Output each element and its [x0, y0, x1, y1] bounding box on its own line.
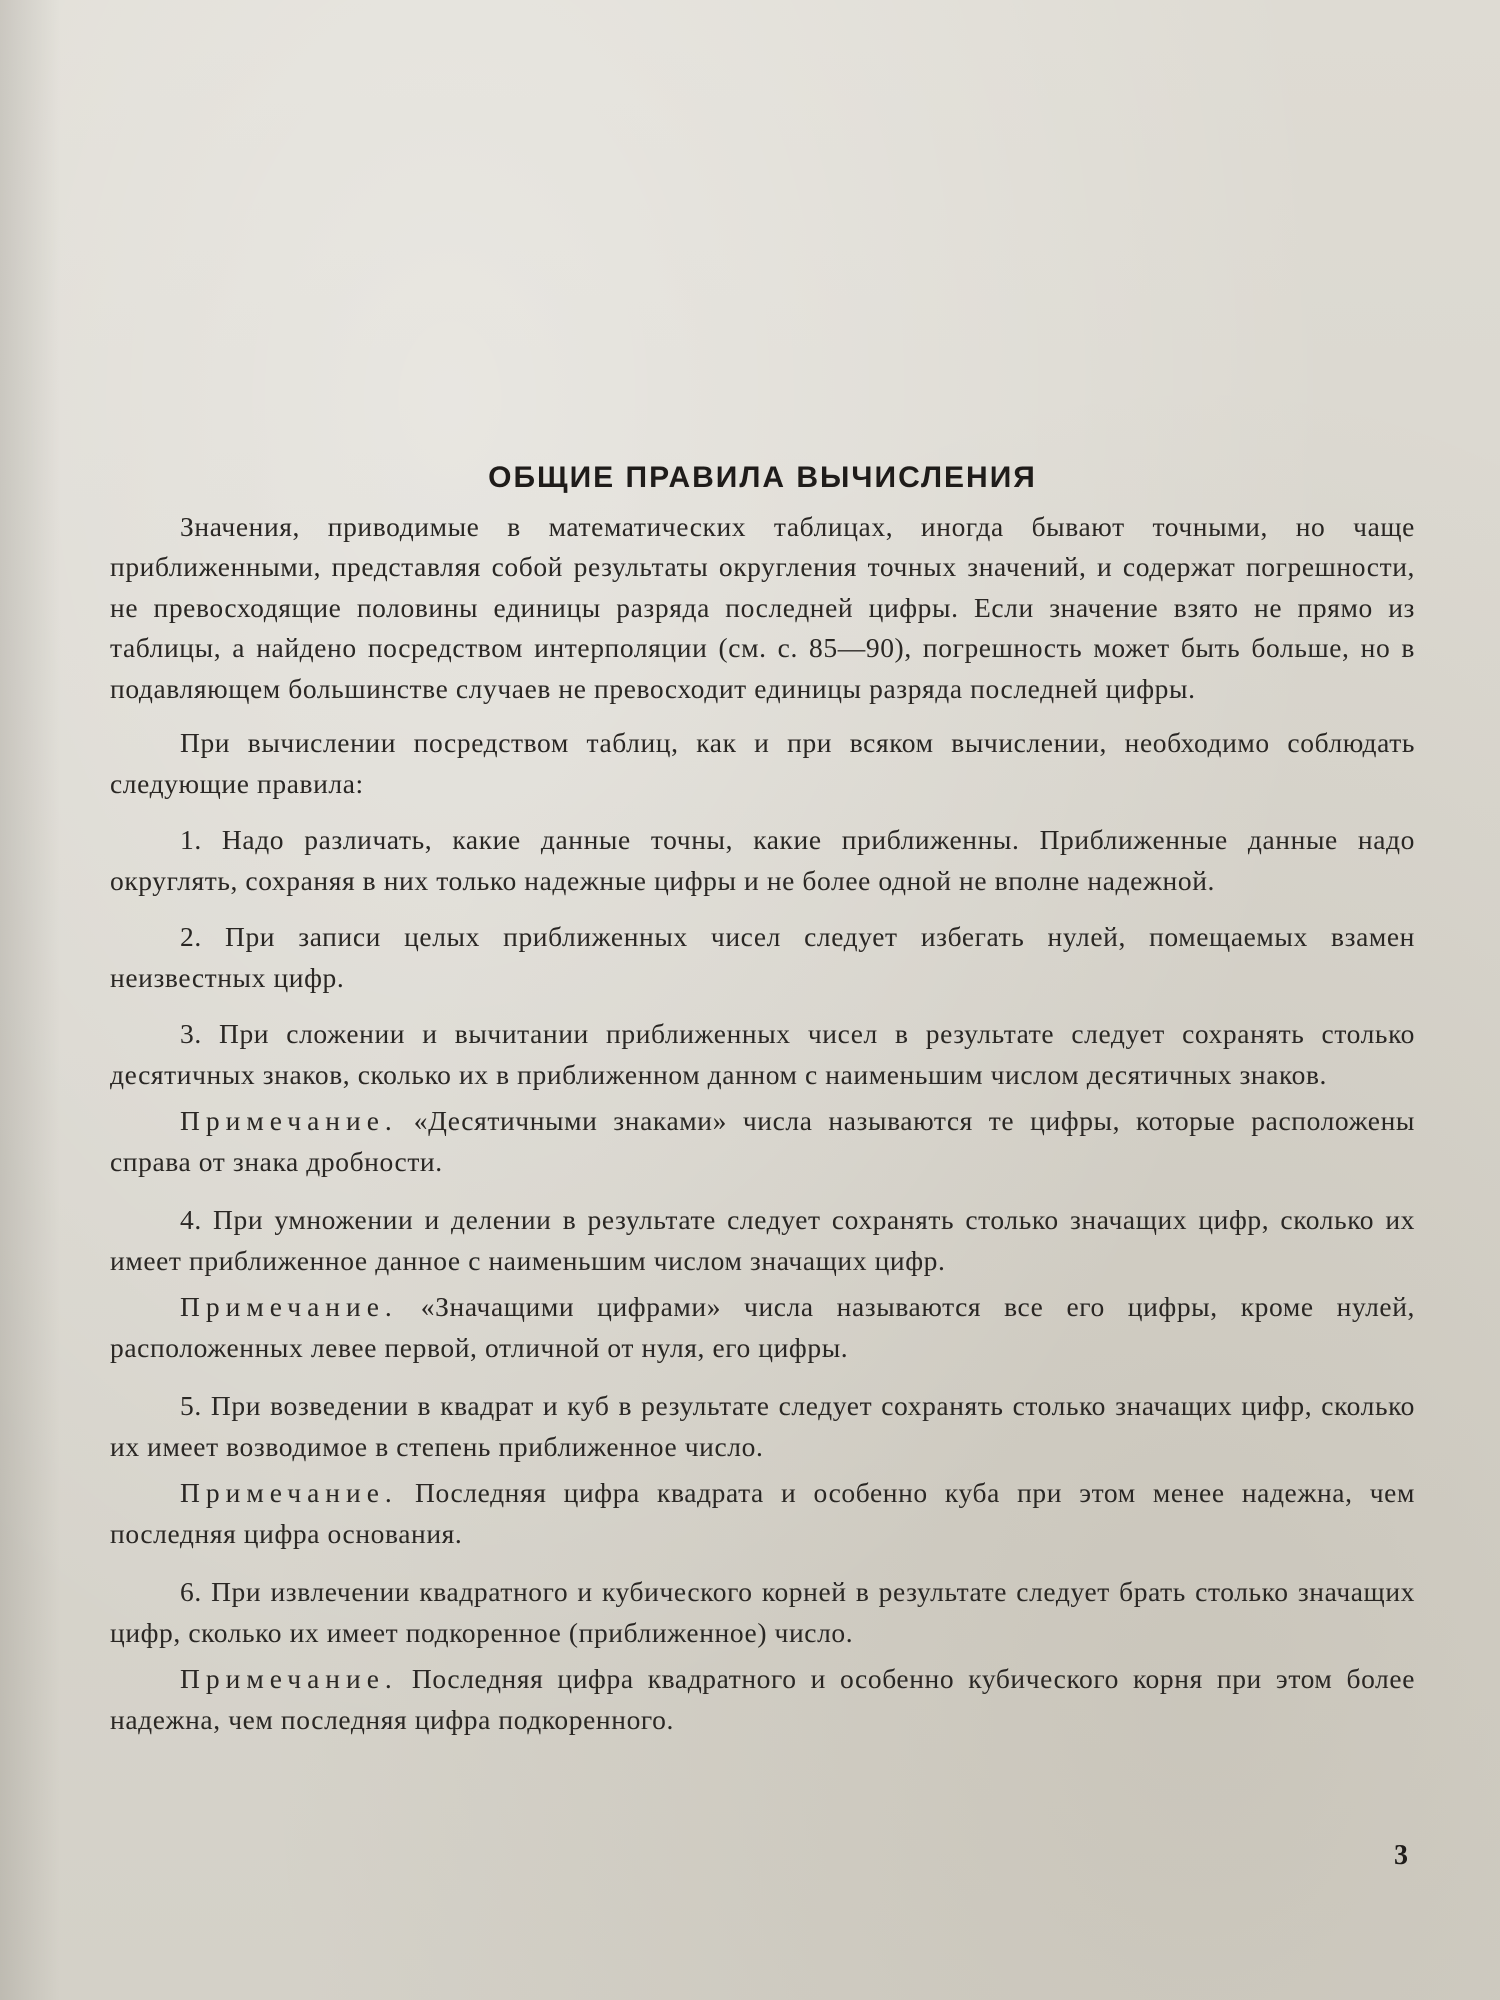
- rule-6: 6. При извлечении квадратного и кубического корней в результате следует брать столько значащих цифр, сколько их имеет подкоренное (приближенное) число.: [110, 1576, 1415, 1648]
- rule-5-note: [110, 1473, 1415, 1554]
- rule-6-note: [110, 1659, 1415, 1740]
- rule-1: 1. Надо различать, какие данные точны, какие приближенны. Приближенные данные надо округлять, сохраняя в них только надежные цифры и не более одной не вполне надежной.: [110, 824, 1415, 896]
- rule-4-note-text: «Значащими цифрами» числа называются все его цифры, кроме нулей, расположенных левее первой, отличной от нуля, его цифры.: [110, 1291, 1416, 1363]
- rule-3-note-text: «Десятичными знаками» числа называются те цифры, которые расположены справа от знака дробности.: [110, 1105, 1415, 1177]
- page-content: [110, 458, 1415, 1758]
- rule-3-note: [110, 1101, 1415, 1182]
- rule-4: 4. При умножении и делении в результате следует сохранять столько значащих цифр, сколько их имеет приближенное данное с наименьшим числом значащих цифр.: [110, 1204, 1415, 1276]
- note-label: Примечание.: [180, 1663, 398, 1694]
- intro-paragraph-2: При вычислении посредством таблиц, как и при всяком вычислении, необходимо соблюдать следующие правила:: [110, 727, 1415, 799]
- intro-paragraph-1: Значения, приводимые в математических таблицах, иногда бывают точными, но чаще приближенными, представляя собой результаты округления точных значений, и содержат погрешности, не превосходящие половины единицы разряда последней цифры. Если значение взято не прямо из таблицы, а найдено посредством интерполяции (см. с. 85—90), погрешность может быть больше, но в подавляющем большинстве случаев не превосходит единицы разряда последней цифры.: [110, 510, 1415, 704]
- note-label: Примечание.: [180, 1291, 398, 1322]
- rule-5-note-text: Последняя цифра квадрата и особенно куба при этом менее надежна, чем последняя цифра основания.: [110, 1477, 1415, 1549]
- rule-2: 2. При записи целых приближенных чисел следует избегать нулей, помещаемых взамен неизвестных цифр.: [110, 921, 1415, 993]
- note-label: Примечание.: [180, 1477, 398, 1508]
- page-number: 3: [1394, 1840, 1408, 1871]
- rule-6-note-text: Последняя цифра квадратного и особенно кубического корня при этом более надежна, чем последняя цифра подкоренного.: [110, 1663, 1415, 1735]
- rule-4-note: [110, 1287, 1415, 1368]
- rule-3: 3. При сложении и вычитании приближенных чисел в результате следует сохранять столько десятичных знаков, сколько их в приближенном данном с наименьшим числом десятичных знаков.: [110, 1018, 1415, 1090]
- rule-5: 5. При возведении в квадрат и куб в результате следует сохранять столько значащих цифр, сколько их имеет возводимое в степень приближенное число.: [110, 1390, 1415, 1462]
- section-title: ОБЩИЕ ПРАВИЛА ВЫЧИСЛЕНИЯ: [488, 461, 1037, 494]
- note-label: Примечание.: [180, 1105, 398, 1136]
